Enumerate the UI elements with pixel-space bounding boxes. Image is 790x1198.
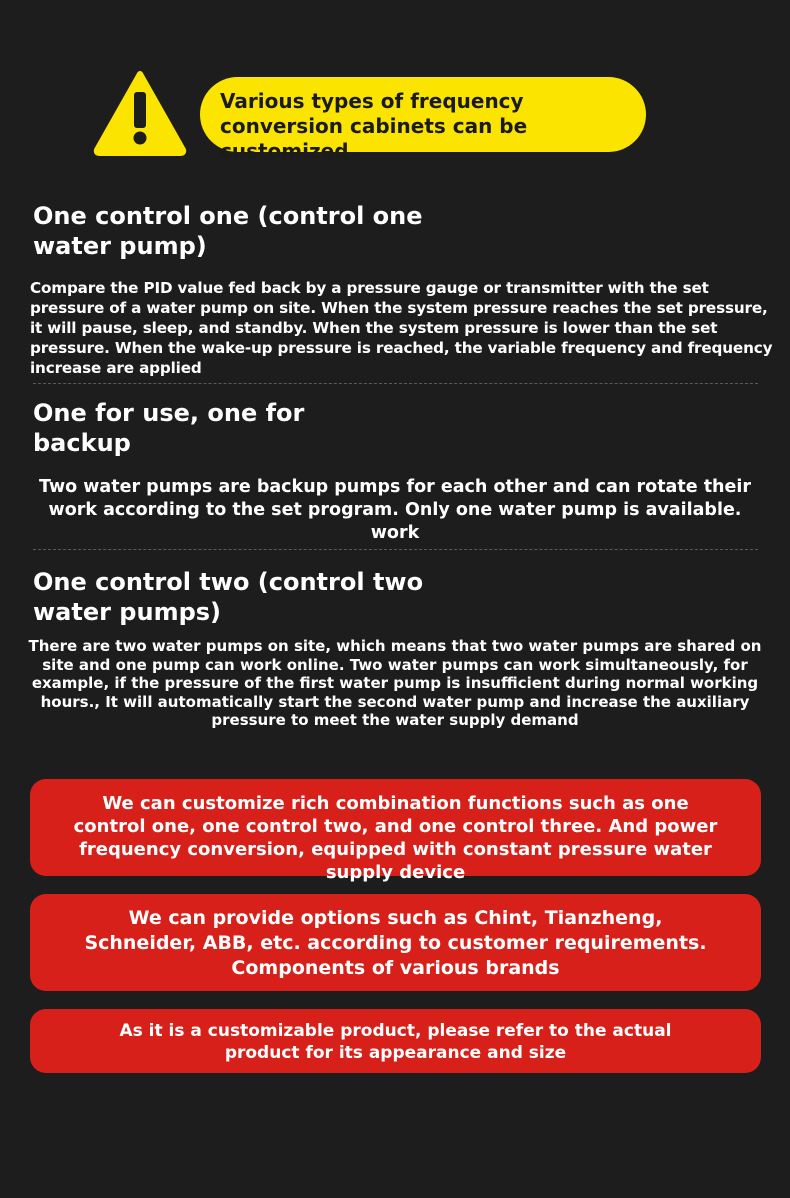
section-divider (33, 549, 758, 550)
section-heading-one-control-one: One control one (control one water pump) (33, 202, 423, 260)
notice-appearance-size (30, 1009, 761, 1073)
badge-text: Various types of frequency conversion cabinets can be customized (220, 89, 528, 163)
section-body-one-use-one-backup: Two water pumps are backup pumps for each other and can rotate their work according to the set program. Only one water pump is available. work (38, 477, 752, 543)
section-body-one-control-one: Compare the PID value fed back by a pressure gauge or transmitter with the set pressure of a water pump on site. When the system pressure reaches the set pressure, it will pause, sleep, and standby. When the system pressure is lower than the set pressure. When the wake-up pressure is reached, the variable frequency and frequency increase are applied (30, 279, 773, 377)
notice-brand-options (30, 894, 761, 991)
notice-text: As it is a customizable product, please refer to the actual product for its appearance and size (119, 1021, 672, 1063)
notice-combination-functions (30, 779, 761, 883)
section-heading-one-use-one-backup: One for use, one for backup (33, 399, 305, 457)
section-body-one-control-two: There are two water pumps on site, which means that two water pumps are shared on site and one pump can work online. Two water pumps can work simultaneously, for example, if the pressure of the first water pump is insufficient during normal working hours., It will automatically start the second water pump and increase the auxiliary pressure to meet the water supply demand (28, 637, 762, 729)
warning-triangle-icon (93, 70, 187, 156)
section-divider (33, 383, 758, 384)
notice-text: We can provide options such as Chint, Tianzheng, Schneider, ABB, etc. according to customer requirements. Components of various brands (84, 907, 707, 979)
notice-text: We can customize rich combination functions such as one control one, one control two, and one control three. And power frequency conversion, equipped with constant pressure water supply device (73, 793, 718, 883)
section-heading-one-control-two: One control two (control two water pumps) (33, 568, 424, 626)
customization-badge (200, 77, 646, 163)
